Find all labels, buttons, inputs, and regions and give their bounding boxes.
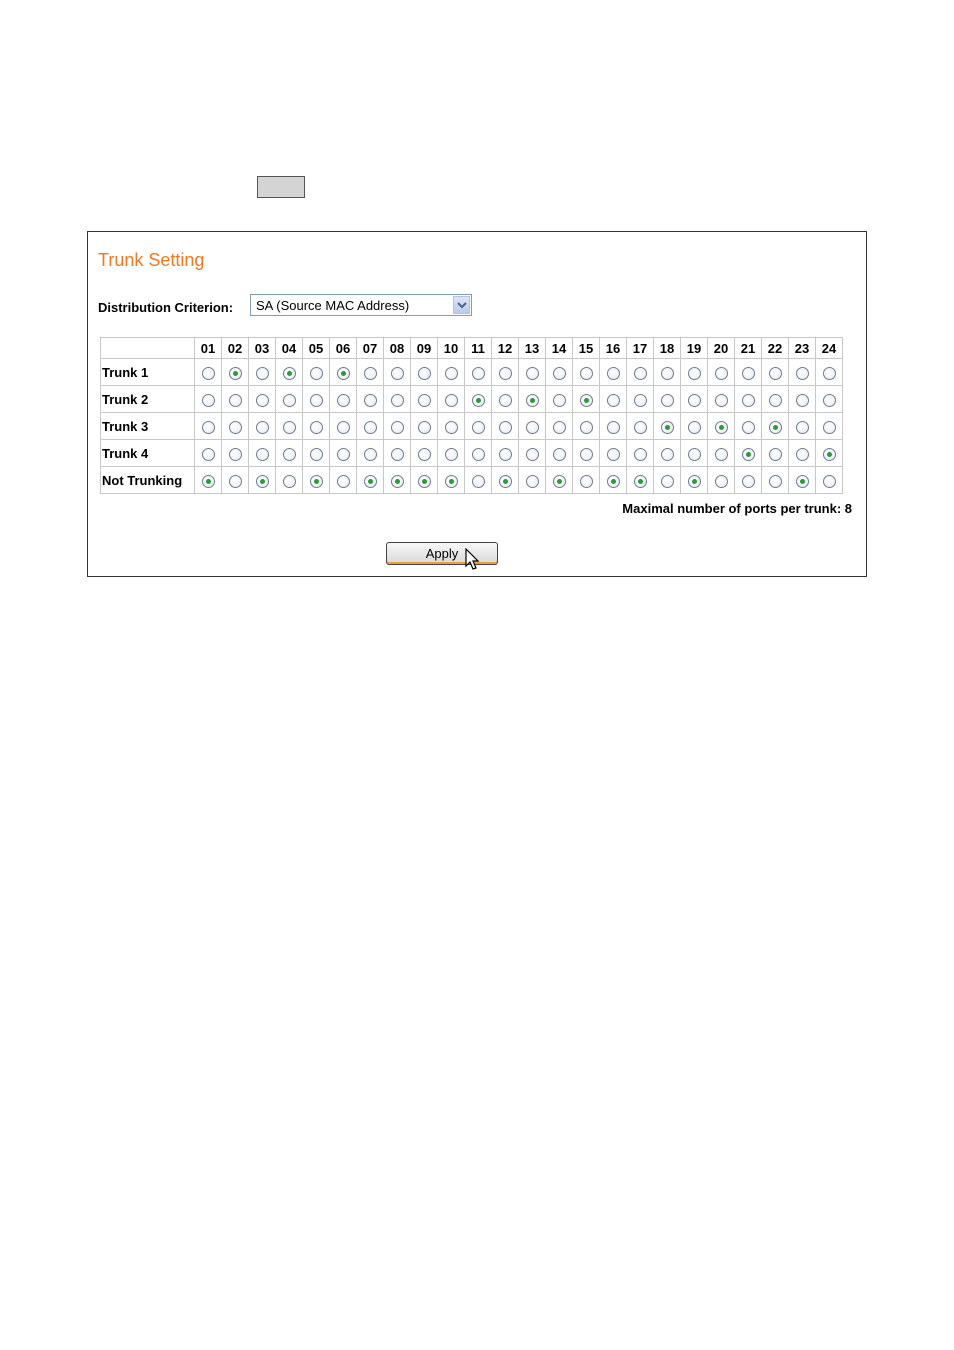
port-header-16: 16 (600, 338, 627, 359)
port-header-19: 19 (681, 338, 708, 359)
radio-cell (546, 413, 573, 440)
radio-cell (411, 413, 438, 440)
port-radio-12[interactable] (499, 394, 512, 407)
port-radio-12[interactable] (499, 367, 512, 380)
port-radio-22[interactable] (769, 475, 782, 488)
port-header-20: 20 (708, 338, 735, 359)
radio-cell (465, 359, 492, 386)
port-header-01: 01 (195, 338, 222, 359)
radio-cell (708, 386, 735, 413)
port-radio-13[interactable] (526, 394, 539, 407)
port-radio-23[interactable] (796, 475, 809, 488)
port-header-23: 23 (789, 338, 816, 359)
port-radio-14[interactable] (553, 367, 566, 380)
radio-cell (546, 467, 573, 494)
radio-cell (681, 440, 708, 467)
radio-cell (762, 359, 789, 386)
radio-cell (249, 440, 276, 467)
port-radio-02[interactable] (229, 448, 242, 461)
port-radio-10[interactable] (445, 448, 458, 461)
port-radio-11[interactable] (472, 421, 485, 434)
port-header-22: 22 (762, 338, 789, 359)
port-radio-17[interactable] (634, 421, 647, 434)
port-radio-20[interactable] (715, 421, 728, 434)
port-radio-07[interactable] (364, 475, 377, 488)
port-radio-10[interactable] (445, 475, 458, 488)
port-radio-12[interactable] (499, 475, 512, 488)
port-radio-04[interactable] (283, 448, 296, 461)
port-radio-11[interactable] (472, 367, 485, 380)
port-radio-10[interactable] (445, 394, 458, 407)
port-radio-12[interactable] (499, 448, 512, 461)
radio-cell (222, 386, 249, 413)
port-radio-06[interactable] (337, 421, 350, 434)
radio-cell (762, 413, 789, 440)
radio-cell (411, 386, 438, 413)
table-row (101, 359, 843, 386)
radio-cell (573, 386, 600, 413)
port-radio-06[interactable] (337, 394, 350, 407)
radio-cell (573, 413, 600, 440)
radio-cell (330, 440, 357, 467)
radio-cell (573, 359, 600, 386)
radio-cell (627, 359, 654, 386)
radio-cell (438, 359, 465, 386)
port-header-04: 04 (276, 338, 303, 359)
radio-cell (708, 359, 735, 386)
port-radio-02[interactable] (229, 367, 242, 380)
port-radio-14[interactable] (553, 448, 566, 461)
document-button[interactable] (257, 176, 305, 198)
port-radio-13[interactable] (526, 448, 539, 461)
port-radio-01[interactable] (202, 394, 215, 407)
port-radio-22[interactable] (769, 367, 782, 380)
port-radio-16[interactable] (607, 394, 620, 407)
radio-cell (762, 467, 789, 494)
port-radio-03[interactable] (256, 394, 269, 407)
radio-cell (735, 386, 762, 413)
radio-cell (357, 440, 384, 467)
port-radio-23[interactable] (796, 421, 809, 434)
trunk-port-table (100, 337, 843, 494)
radio-cell (546, 359, 573, 386)
radio-cell (789, 440, 816, 467)
radio-cell (600, 359, 627, 386)
port-header-05: 05 (303, 338, 330, 359)
radio-cell (600, 467, 627, 494)
port-radio-15[interactable] (580, 475, 593, 488)
radio-cell (735, 413, 762, 440)
port-header-15: 15 (573, 338, 600, 359)
port-header-02: 02 (222, 338, 249, 359)
radio-cell (384, 413, 411, 440)
port-radio-03[interactable] (256, 448, 269, 461)
port-radio-17[interactable] (634, 367, 647, 380)
radio-cell (816, 467, 843, 494)
port-radio-07[interactable] (364, 367, 377, 380)
radio-cell (816, 413, 843, 440)
port-radio-13[interactable] (526, 421, 539, 434)
table-row (101, 386, 843, 413)
radio-cell (276, 359, 303, 386)
port-radio-15[interactable] (580, 421, 593, 434)
page-title: Trunk Setting (98, 250, 205, 270)
radio-cell (438, 413, 465, 440)
radio-cell (195, 386, 222, 413)
port-radio-08[interactable] (391, 367, 404, 380)
radio-cell (357, 467, 384, 494)
port-radio-21[interactable] (742, 367, 755, 380)
port-radio-20[interactable] (715, 448, 728, 461)
radio-cell (222, 440, 249, 467)
port-radio-08[interactable] (391, 448, 404, 461)
port-radio-09[interactable] (418, 475, 431, 488)
port-radio-22[interactable] (769, 394, 782, 407)
radio-cell (519, 386, 546, 413)
radio-cell (735, 359, 762, 386)
port-radio-05[interactable] (310, 394, 323, 407)
apply-button[interactable]: Apply (386, 542, 498, 565)
row-label: Trunk 4 (101, 440, 195, 467)
distribution-criterion-value: SA (Source MAC Address) (256, 298, 410, 313)
radio-cell (249, 467, 276, 494)
port-radio-22[interactable] (769, 421, 782, 434)
port-radio-24[interactable] (823, 421, 836, 434)
radio-cell (654, 440, 681, 467)
radio-cell (195, 359, 222, 386)
radio-cell (492, 386, 519, 413)
port-radio-16[interactable] (607, 448, 620, 461)
radio-cell (330, 359, 357, 386)
port-radio-23[interactable] (796, 367, 809, 380)
port-radio-24[interactable] (823, 448, 836, 461)
port-header-07: 07 (357, 338, 384, 359)
radio-cell (465, 467, 492, 494)
radio-cell (411, 359, 438, 386)
port-radio-02[interactable] (229, 394, 242, 407)
radio-cell (492, 440, 519, 467)
port-radio-18[interactable] (661, 448, 674, 461)
port-radio-18[interactable] (661, 394, 674, 407)
port-radio-19[interactable] (688, 394, 701, 407)
port-header-09: 09 (411, 338, 438, 359)
port-radio-03[interactable] (256, 421, 269, 434)
radio-cell (303, 359, 330, 386)
port-radio-15[interactable] (580, 367, 593, 380)
radio-cell (708, 467, 735, 494)
port-radio-01[interactable] (202, 421, 215, 434)
port-radio-21[interactable] (742, 448, 755, 461)
port-radio-11[interactable] (472, 448, 485, 461)
port-radio-06[interactable] (337, 448, 350, 461)
radio-cell (330, 467, 357, 494)
radio-cell (789, 467, 816, 494)
radio-cell (735, 440, 762, 467)
port-radio-09[interactable] (418, 367, 431, 380)
row-label: Trunk 1 (101, 359, 195, 386)
port-header-17: 17 (627, 338, 654, 359)
radio-cell (222, 467, 249, 494)
radio-cell (546, 386, 573, 413)
radio-cell (195, 467, 222, 494)
radio-cell (249, 359, 276, 386)
table-row (101, 467, 843, 494)
radio-cell (492, 359, 519, 386)
radio-cell (681, 359, 708, 386)
radio-cell (384, 440, 411, 467)
radio-cell (249, 413, 276, 440)
table-row (101, 413, 843, 440)
port-radio-14[interactable] (553, 394, 566, 407)
row-label: Trunk 2 (101, 386, 195, 413)
port-header-03: 03 (249, 338, 276, 359)
port-radio-15[interactable] (580, 448, 593, 461)
radio-cell (789, 413, 816, 440)
port-radio-16[interactable] (607, 367, 620, 380)
port-radio-11[interactable] (472, 475, 485, 488)
radio-cell (708, 440, 735, 467)
radio-cell (519, 359, 546, 386)
radio-cell (762, 440, 789, 467)
port-radio-04[interactable] (283, 475, 296, 488)
port-radio-01[interactable] (202, 448, 215, 461)
port-radio-19[interactable] (688, 367, 701, 380)
radio-cell (330, 386, 357, 413)
mouse-pointer-icon (465, 548, 481, 572)
radio-cell (357, 359, 384, 386)
port-radio-18[interactable] (661, 475, 674, 488)
radio-cell (384, 359, 411, 386)
radio-cell (789, 386, 816, 413)
radio-cell (303, 440, 330, 467)
port-radio-20[interactable] (715, 394, 728, 407)
port-radio-15[interactable] (580, 394, 593, 407)
port-radio-06[interactable] (337, 475, 350, 488)
radio-cell (681, 467, 708, 494)
port-header-12: 12 (492, 338, 519, 359)
port-radio-18[interactable] (661, 421, 674, 434)
port-header-06: 06 (330, 338, 357, 359)
port-radio-04[interactable] (283, 421, 296, 434)
radio-cell (789, 359, 816, 386)
port-radio-08[interactable] (391, 421, 404, 434)
port-header-11: 11 (465, 338, 492, 359)
radio-cell (276, 440, 303, 467)
radio-cell (492, 413, 519, 440)
max-ports-note: Maximal number of ports per trunk: 8 (622, 501, 852, 516)
port-header-08: 08 (384, 338, 411, 359)
table-row (101, 440, 843, 467)
radio-cell (519, 467, 546, 494)
radio-cell (816, 359, 843, 386)
radio-cell (816, 386, 843, 413)
port-radio-19[interactable] (688, 448, 701, 461)
radio-cell (627, 413, 654, 440)
radio-cell (438, 467, 465, 494)
port-radio-01[interactable] (202, 475, 215, 488)
radio-cell (222, 413, 249, 440)
port-header-21: 21 (735, 338, 762, 359)
radio-cell (519, 413, 546, 440)
radio-cell (654, 467, 681, 494)
radio-cell (276, 386, 303, 413)
port-radio-12[interactable] (499, 421, 512, 434)
port-radio-07[interactable] (364, 421, 377, 434)
radio-cell (654, 386, 681, 413)
port-radio-14[interactable] (553, 421, 566, 434)
port-radio-19[interactable] (688, 475, 701, 488)
chevron-down-icon (457, 302, 467, 309)
radio-cell (627, 386, 654, 413)
port-radio-24[interactable] (823, 367, 836, 380)
port-radio-24[interactable] (823, 394, 836, 407)
trunk-setting-panel (87, 231, 867, 577)
port-radio-05[interactable] (310, 448, 323, 461)
port-radio-20[interactable] (715, 475, 728, 488)
radio-cell (492, 467, 519, 494)
port-radio-05[interactable] (310, 367, 323, 380)
radio-cell (465, 413, 492, 440)
port-radio-02[interactable] (229, 475, 242, 488)
radio-cell (654, 359, 681, 386)
distribution-criterion-select[interactable] (250, 294, 472, 316)
radio-cell (627, 440, 654, 467)
radio-cell (303, 386, 330, 413)
row-label: Not Trunking (101, 467, 195, 494)
port-radio-21[interactable] (742, 421, 755, 434)
port-header-row (101, 338, 843, 359)
port-radio-10[interactable] (445, 367, 458, 380)
port-header-24: 24 (816, 338, 843, 359)
radio-cell (438, 386, 465, 413)
port-radio-07[interactable] (364, 394, 377, 407)
radio-cell (195, 413, 222, 440)
radio-cell (600, 413, 627, 440)
radio-cell (249, 386, 276, 413)
radio-cell (276, 467, 303, 494)
radio-cell (411, 467, 438, 494)
port-radio-07[interactable] (364, 448, 377, 461)
radio-cell (816, 440, 843, 467)
distribution-criterion-label: Distribution Criterion: (98, 300, 234, 315)
port-radio-05[interactable] (310, 475, 323, 488)
radio-cell (627, 467, 654, 494)
port-header-13: 13 (519, 338, 546, 359)
port-radio-08[interactable] (391, 475, 404, 488)
port-radio-09[interactable] (418, 421, 431, 434)
port-radio-09[interactable] (418, 394, 431, 407)
port-radio-04[interactable] (283, 394, 296, 407)
port-radio-19[interactable] (688, 421, 701, 434)
port-radio-08[interactable] (391, 394, 404, 407)
radio-cell (411, 440, 438, 467)
port-radio-20[interactable] (715, 367, 728, 380)
port-radio-13[interactable] (526, 367, 539, 380)
port-radio-23[interactable] (796, 448, 809, 461)
port-radio-10[interactable] (445, 421, 458, 434)
port-radio-17[interactable] (634, 448, 647, 461)
radio-cell (654, 413, 681, 440)
port-radio-06[interactable] (337, 367, 350, 380)
port-radio-05[interactable] (310, 421, 323, 434)
dropdown-arrow-button[interactable] (453, 296, 470, 314)
radio-cell (357, 413, 384, 440)
port-header-14: 14 (546, 338, 573, 359)
radio-cell (276, 413, 303, 440)
port-radio-18[interactable] (661, 367, 674, 380)
port-radio-03[interactable] (256, 367, 269, 380)
radio-cell (465, 386, 492, 413)
port-radio-16[interactable] (607, 421, 620, 434)
port-radio-23[interactable] (796, 394, 809, 407)
radio-cell (600, 386, 627, 413)
port-radio-13[interactable] (526, 475, 539, 488)
port-radio-11[interactable] (472, 394, 485, 407)
radio-cell (681, 413, 708, 440)
radio-cell (303, 413, 330, 440)
radio-cell (195, 440, 222, 467)
port-radio-04[interactable] (283, 367, 296, 380)
port-radio-17[interactable] (634, 394, 647, 407)
port-radio-22[interactable] (769, 448, 782, 461)
radio-cell (438, 440, 465, 467)
port-radio-16[interactable] (607, 475, 620, 488)
row-label: Trunk 3 (101, 413, 195, 440)
radio-cell (546, 440, 573, 467)
radio-cell (384, 386, 411, 413)
radio-cell (384, 467, 411, 494)
port-radio-17[interactable] (634, 475, 647, 488)
table-corner (101, 338, 195, 359)
port-radio-09[interactable] (418, 448, 431, 461)
radio-cell (357, 386, 384, 413)
port-radio-24[interactable] (823, 475, 836, 488)
radio-cell (222, 359, 249, 386)
radio-cell (600, 440, 627, 467)
radio-cell (573, 467, 600, 494)
port-radio-01[interactable] (202, 367, 215, 380)
port-header-18: 18 (654, 338, 681, 359)
radio-cell (330, 413, 357, 440)
radio-cell (708, 413, 735, 440)
port-radio-14[interactable] (553, 475, 566, 488)
radio-cell (762, 386, 789, 413)
port-radio-02[interactable] (229, 421, 242, 434)
radio-cell (303, 467, 330, 494)
radio-cell (519, 440, 546, 467)
port-radio-21[interactable] (742, 394, 755, 407)
radio-cell (681, 386, 708, 413)
radio-cell (465, 440, 492, 467)
radio-cell (573, 440, 600, 467)
port-header-10: 10 (438, 338, 465, 359)
port-radio-03[interactable] (256, 475, 269, 488)
radio-cell (735, 467, 762, 494)
port-radio-21[interactable] (742, 475, 755, 488)
